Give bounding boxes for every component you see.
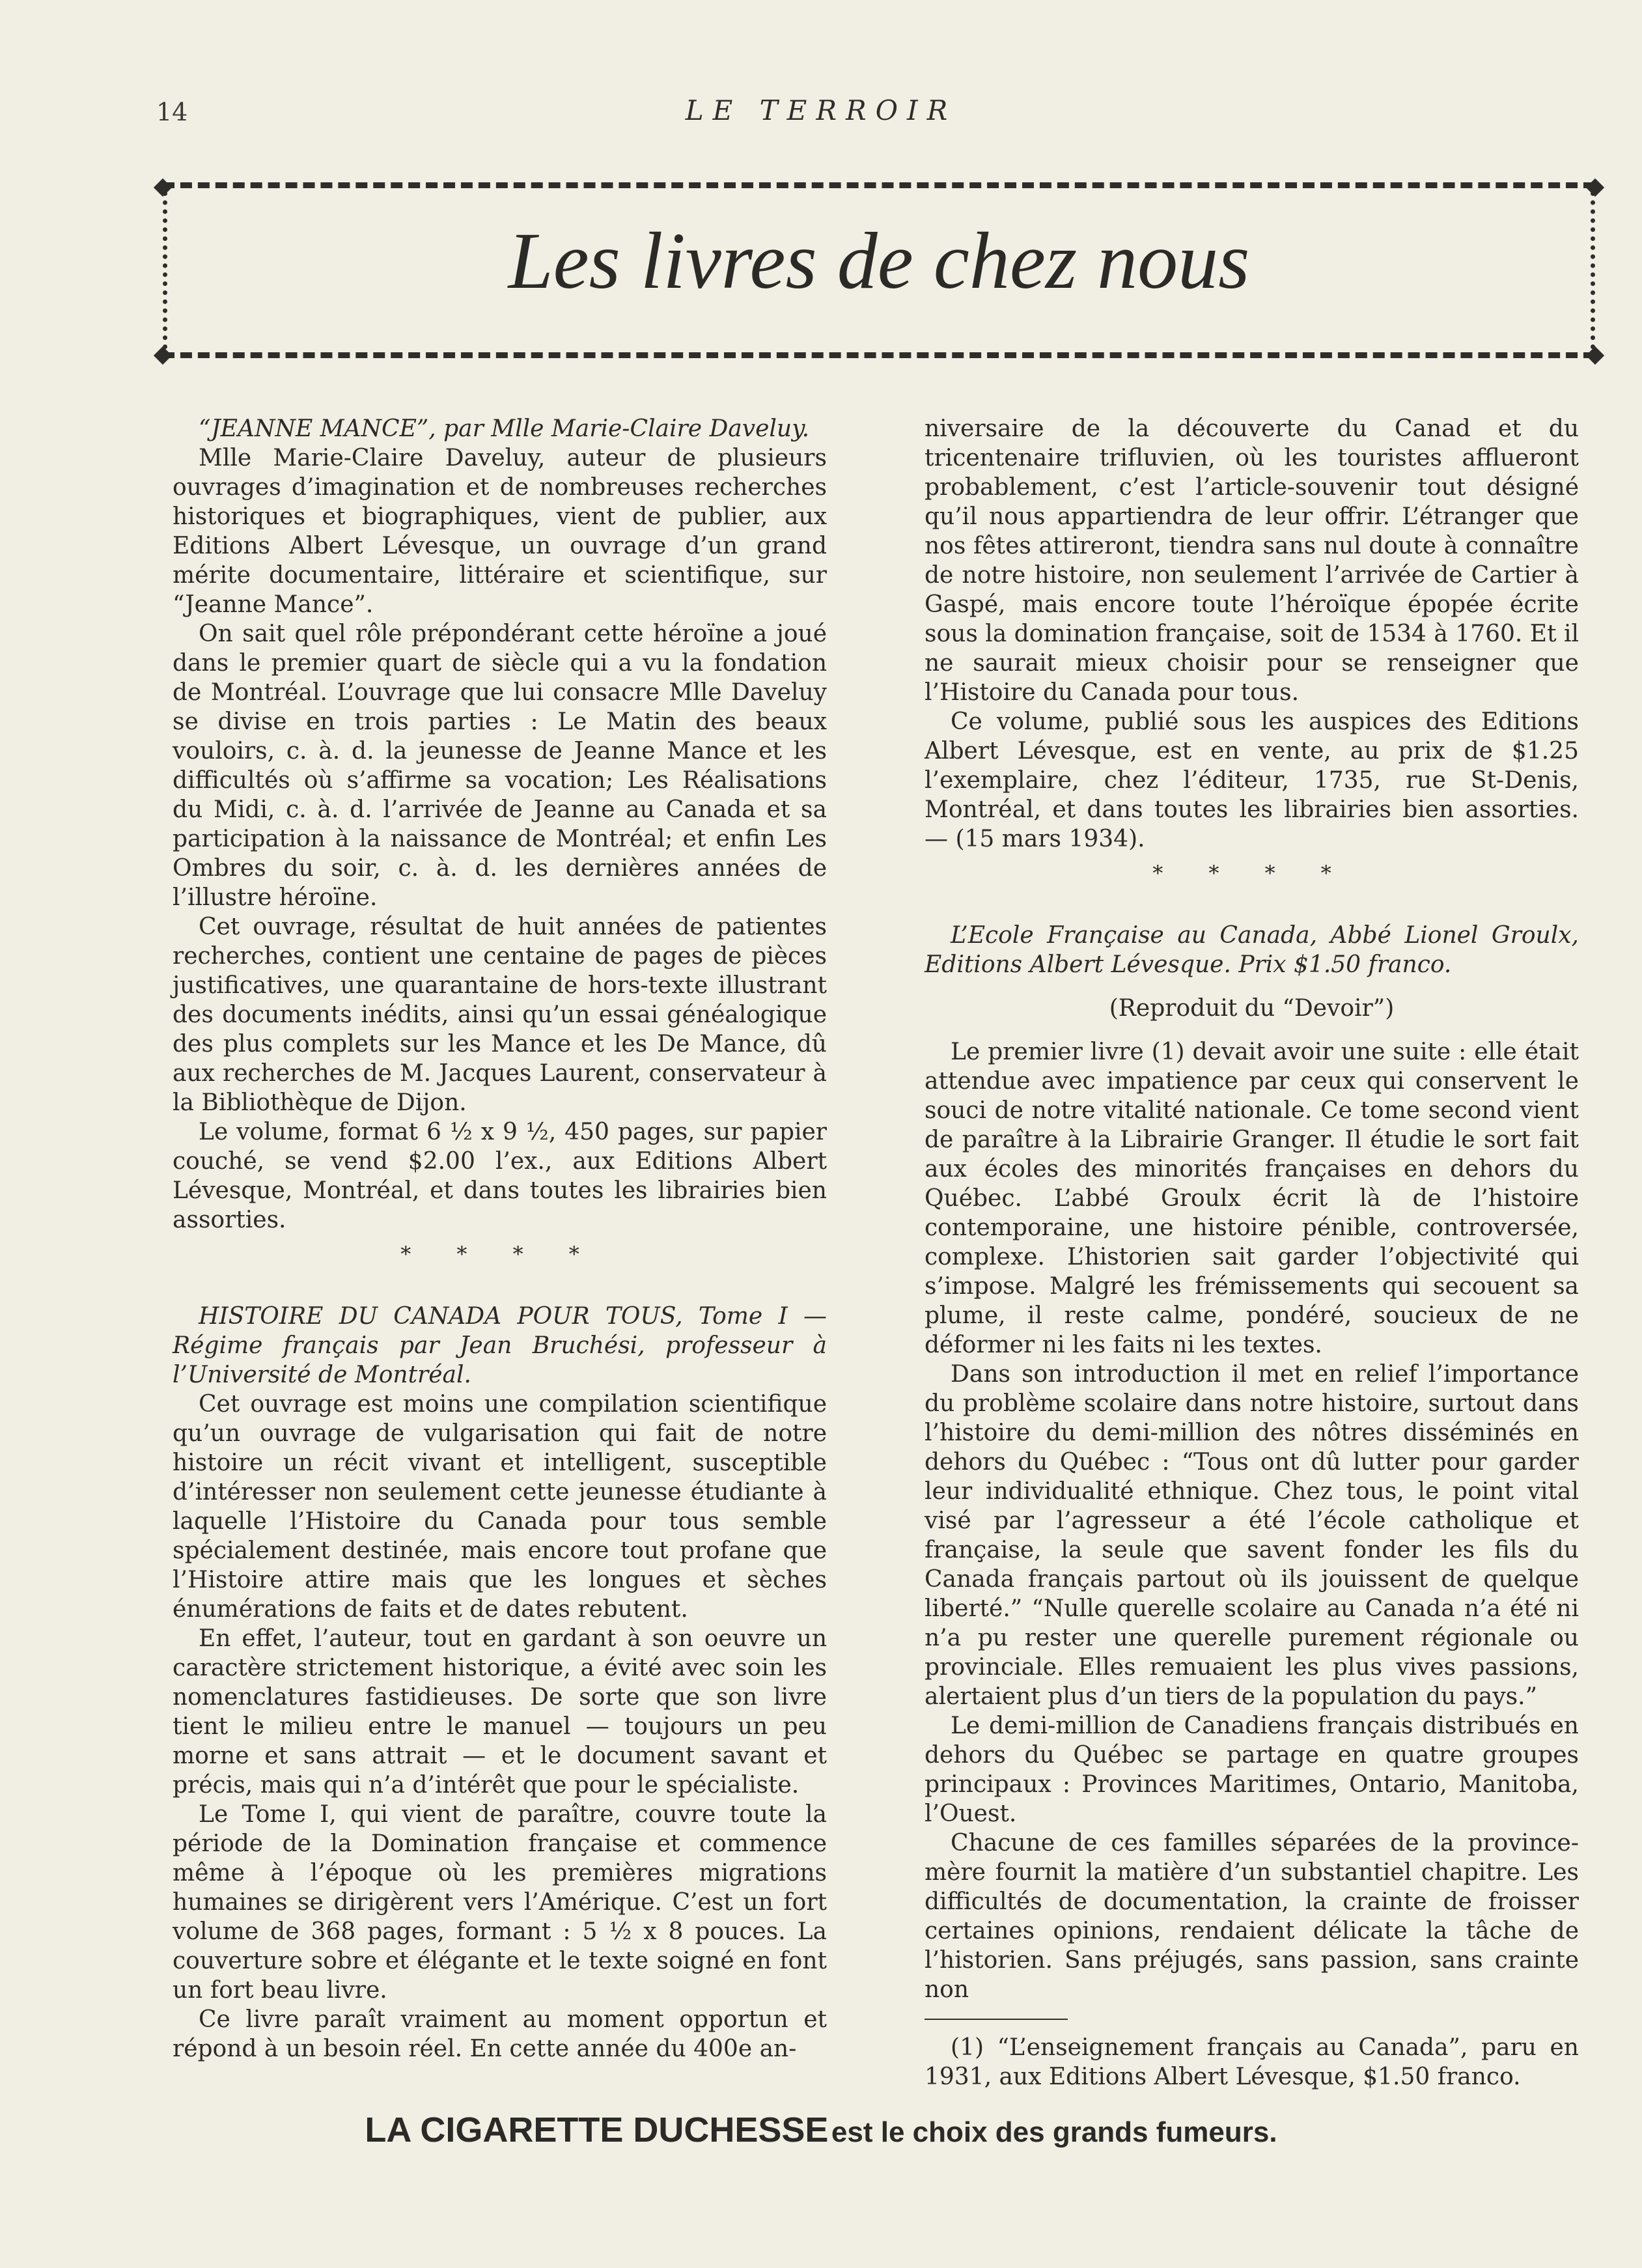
paragraph: En effet, l’auteur, tout en gardant à son oeuvre un caractère strictement historique, a évité avec soin les nomenclatures fastidieuses. De sorte que son livre tient le milieu entre le manuel — toujours un peu morne et sans attrait — et le document savant et précis, mais qui n’a d’intérêt que pour le spécialiste. bbox=[173, 1625, 827, 1799]
section-separator: * * * * bbox=[1152, 861, 1351, 886]
paragraph: On sait quel rôle prépondérant cette héroïne a joué dans le premier quart de siècle qui a vu la fondation de Montréal. L’ouvrage que lui consacre Mlle Daveluy se divise en trois parties : Le Matin des beaux vouloirs, c. à. d. la jeunesse de Jeanne Mance et les difficultés où s’affirme sa vocation; Les Réalisations du Midi, c. à. d. l’arrivée de Jeanne au Canada et sa participation à la naissance de Montréal; et enfin Les Ombres du soir, c. à. d. les dernières années de l’illustre héroïne. bbox=[173, 621, 827, 911]
review-heading: L’Ecole Française au Canada, Abbé Lionel Groulx, Editions Albert Lévesque. Prix $1.50 franco. bbox=[925, 922, 1579, 978]
section-title: Les livres de chez nous bbox=[508, 216, 1250, 305]
paragraph: Mlle Marie-Claire Daveluy, auteur de plusieurs ouvrages d’imagination et de nombreuses recherches historiques et biographiques, vient de publier, aux Editions Albert Lévesque, un ouvrage d’un grand mérite documentaire, littéraire et scientifique, sur “Jeanne Mance”. bbox=[173, 445, 827, 618]
spacer bbox=[925, 979, 1579, 994]
paragraph: Le demi-million de Canadiens français distribués en dehors du Québec se partage en quatre groupes principaux : Provinces Maritimes, Ontario, Manitoba, l’Ouest. bbox=[925, 1713, 1579, 1827]
footnote: (1) “L’enseignement français au Canada”, paru en 1931, aux Editions Albert Lévesque, $1.50 franco. bbox=[925, 2034, 1579, 2090]
paragraph: Le Tome I, qui vient de paraître, couvre toute la période de la Domination française et commence même à l’époque où les premières migrations humaines se dirigèrent vers l’Amérique. C’est un fort volume de 368 pages, formant : 5 ½ x 8 pouces. La couverture sobre et élégante et le texte soigné en font un fort beau livre. bbox=[173, 1801, 827, 2004]
paragraph: Ce volume, publié sous les auspices des Editions Albert Lévesque, est en vente, au prix de $1.25 l’exemplaire, chez l’éditeur, 1735, rue St-Denis, Montréal, et dans toutes les librairies bien assorties. — (15 mars 1934). bbox=[925, 708, 1579, 852]
page-number: 14 bbox=[156, 98, 188, 126]
paragraph: Chacune de ces familles séparées de la province-mère fournit la matière d’un substantiel chapitre. Les difficultés de documentation, la crainte de froisser certaines opinions, rendaient délicate la tâche de l’historien. Sans préjugés, sans passion, sans crainte non bbox=[925, 1830, 1579, 2003]
review-heading: “JEANNE MANCE”, par Mlle Marie-Claire Daveluy. bbox=[199, 415, 810, 442]
ad-brand: LA CIGARETTE DUCHESSE bbox=[365, 2110, 829, 2149]
running-head: LE TERROIR bbox=[685, 94, 957, 126]
review-heading: HISTOIRE DU CANADA POUR TOUS, Tome I — Régime français par Jean Bruchési, professeur à l’Université de Montréal. bbox=[173, 1303, 827, 1388]
section-separator: * * * * bbox=[400, 1242, 599, 1267]
ad-tagline: est le choix des grands fumeurs. bbox=[831, 2116, 1277, 2148]
paragraph: Ce livre paraît vraiment au moment opportun et répond à un besoin réel. En cette année du 400e an- bbox=[173, 2006, 827, 2062]
spacer bbox=[925, 1023, 1579, 1037]
paragraph: Le volume, format 6 ½ x 9 ½, 450 pages, sur papier couché, se vend $2.00 l’ex., aux Editions Albert Lévesque, Montréal, et dans toutes les librairies bien assorties. bbox=[173, 1119, 827, 1233]
paragraph-continuation: niversaire de la découverte du Canad et du tricentenaire trifluvien, où les touristes afflueront probablement, c’est l’article-souvenir tout désigné qu’il nous appartiendra de leur offrir. L’étranger que nos fêtes attireront, tiendra sans nul doute à connaître de notre histoire, non seulement l’arrivée de Cartier à Gaspé, mais encore toute l’héroïque épopée écrite sous la domination française, soit de 1534 à 1760. Et il ne saurait mieux choisir pour se renseigner que l’Histoire du Canada pour tous. bbox=[925, 415, 1579, 706]
paragraph: Le premier livre (1) devait avoir une suite : elle était attendue avec impatience par ceux qui conservent le souci de notre vitalité nationale. Ce tome second vient de paraître à la Librairie Granger. Il étudie le sort fait aux écoles des minorités françaises en dehors du Québec. L’abbé Groulx écrit là de l’histoire contemporaine, une histoire pénible, controversée, complexe. L’historien sait garder l’objectivité qui s’impose. Malgré les frémissements qui secouent sa plume, il reste calme, pondéré, soucieux de ne déformer ni les faits ni les textes. bbox=[925, 1039, 1579, 1358]
source-note: (Reproduit du “Devoir”) bbox=[1109, 995, 1395, 1022]
paragraph: Dans son introduction il met en relief l’importance du problème scolaire dans notre histoire, surtout dans l’histoire du demi-million des nôtres disséminés en dehors du Québec : “Tous ont dû lutter pour garder leur individualité ethnique. Chez tous, le point vital visé par l’agresseur a été l’école catholique et française, la seule que savent fonder les fils du Canada français partout où ils jouissent de quelque liberté.” “Nulle querelle scolaire au Canada n’a été ni n’a pu rester une querelle purement régionale ou provinciale. Elles remuaient les plus vives passions, alertaient plus d’un tiers de la population du pays.” bbox=[925, 1361, 1579, 1710]
advertisement-banner bbox=[0, 2110, 1642, 2150]
paragraph: Cet ouvrage est moins une compilation scientifique qu’un ouvrage de vulgarisation qui fait de notre histoire un récit vivant et intelligent, susceptible d’intéresser non seulement cette jeunesse étudiante à laquelle l’Histoire du Canada pour tous semble spécialement destinée, mais encore tout profane que l’Histoire attire mais que les longues et sèches énumérations de faits et de dates rebutent. bbox=[173, 1391, 827, 1623]
left-column bbox=[173, 414, 827, 2064]
right-column bbox=[925, 414, 1579, 2092]
footnote-rule bbox=[925, 2019, 1068, 2020]
paragraph: Cet ouvrage, résultat de huit années de patientes recherches, contient une centaine de pages de pièces justificatives, une quarantaine de hors-texte illustrant des documents inédits, ainsi qu’un essai généalogique des plus complets sur les Mance et les De Mance, dû aux recherches de M. Jacques Laurent, conservateur à la Bibliothèque de Dijon. bbox=[173, 914, 827, 1116]
